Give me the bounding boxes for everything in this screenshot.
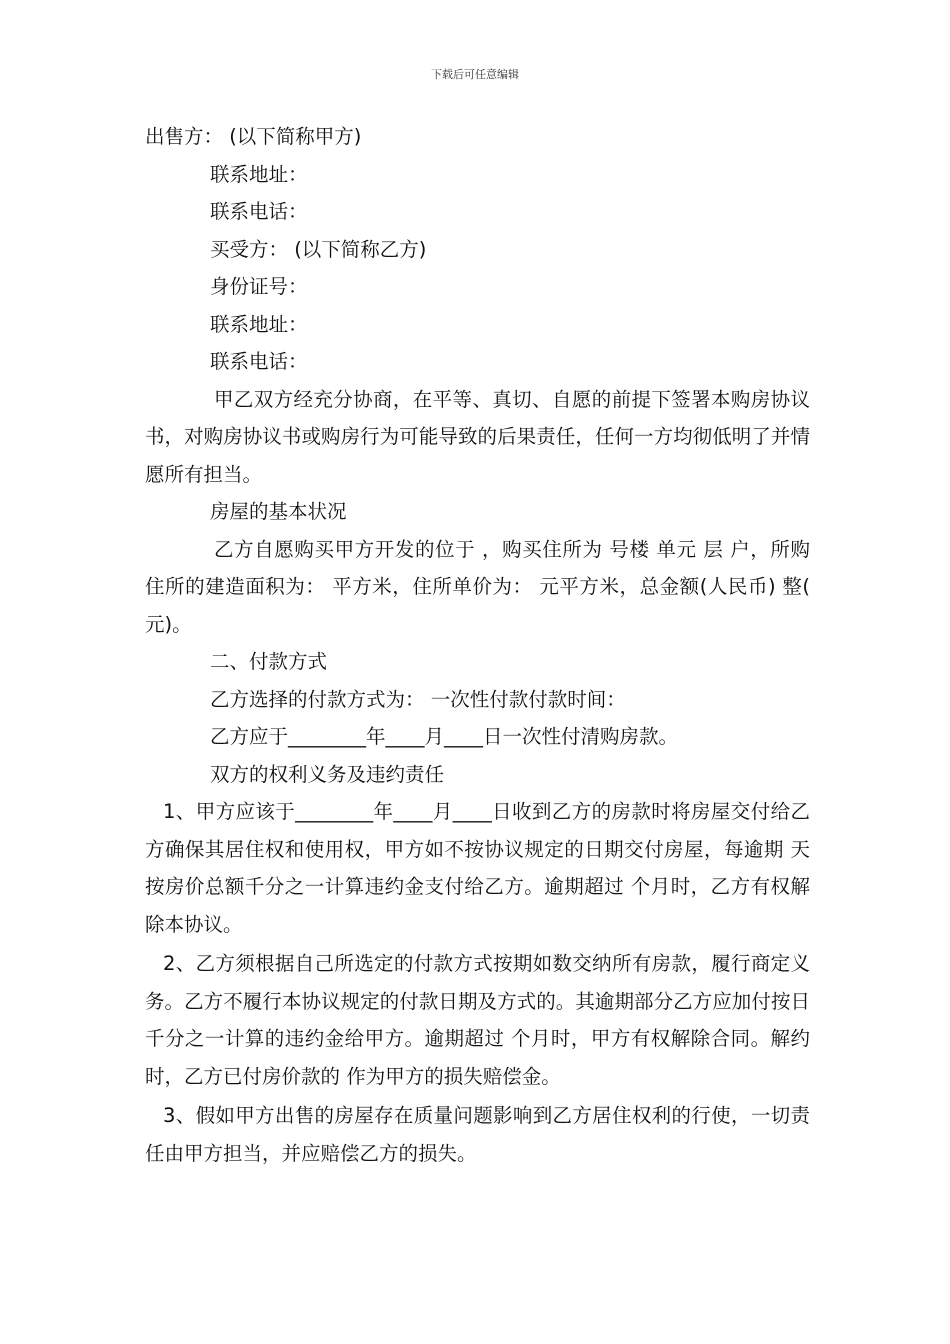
- section-house-title: 房屋的基本状况: [210, 500, 347, 523]
- clause-1: 1、甲方应该于________年____月____日收到乙方的房款时将房屋交付给乙方确保其居住权和使用权，甲方如不按协议规定的日期交付房屋，每逾期 天按房价总额千分之一计算违约金支付给乙方。逾期超过 个月时，乙方有权解除本协议。: [145, 800, 810, 936]
- page-header-note: 下载后可任意编辑: [431, 68, 519, 81]
- clause-2: 2、乙方须根据自己所选定的付款方式按期如数交纳所有房款，履行商定义务。乙方不履行本协议规定的付款日期及方式的。其逾期部分乙方应加付按日千分之一计算的违约金给甲方。逾期超过 个月时，甲方有权解除合同。解约时，乙方已付房价款的 作为甲方的损失赔偿金。: [145, 952, 810, 1088]
- seller-label: 出售方： (以下简称甲方): [145, 125, 362, 148]
- buyer-address-field: 联系地址：: [210, 312, 308, 336]
- payment-method-text: 乙方选择的付款方式为： 一次性付款付款时间：: [210, 687, 626, 711]
- seller-address-field: 联系地址：: [210, 162, 308, 186]
- clause-3: 3、假如甲方出售的房屋存在质量问题影响到乙方居住权利的行使，一切责任由甲方担当，并应赔偿乙方的损失。: [145, 1104, 810, 1165]
- section-payment-title: 二、付款方式: [210, 650, 328, 673]
- buyer-phone-field: 联系电话：: [210, 350, 308, 373]
- buyer-id-field: 身份证号：: [210, 275, 308, 298]
- contract-body: [145, 118, 810, 1172]
- section-rights-title: 双方的权利义务及违约责任: [210, 762, 445, 786]
- payment-deadline-text: 乙方应于________年____月____日一次性付清购房款。: [210, 725, 679, 748]
- section-house-text: 乙方自愿购买甲方开发的位于 ，购买住所为 号楼 单元 层 户，所购住所的建造面积为： 平方米，住所单价为： 元平方米，总金额(人民币) 整( 元)。: [145, 537, 810, 636]
- buyer-label: 买受方： (以下简称乙方): [210, 237, 427, 261]
- intro-paragraph: 甲乙双方经充分协商，在平等、真切、自愿的前提下签署本购房协议书，对购房协议书或购房行为可能导致的后果责任，任何一方均彻低明了并情愿所有担当。: [145, 387, 810, 486]
- seller-phone-field: 联系电话：: [210, 200, 308, 223]
